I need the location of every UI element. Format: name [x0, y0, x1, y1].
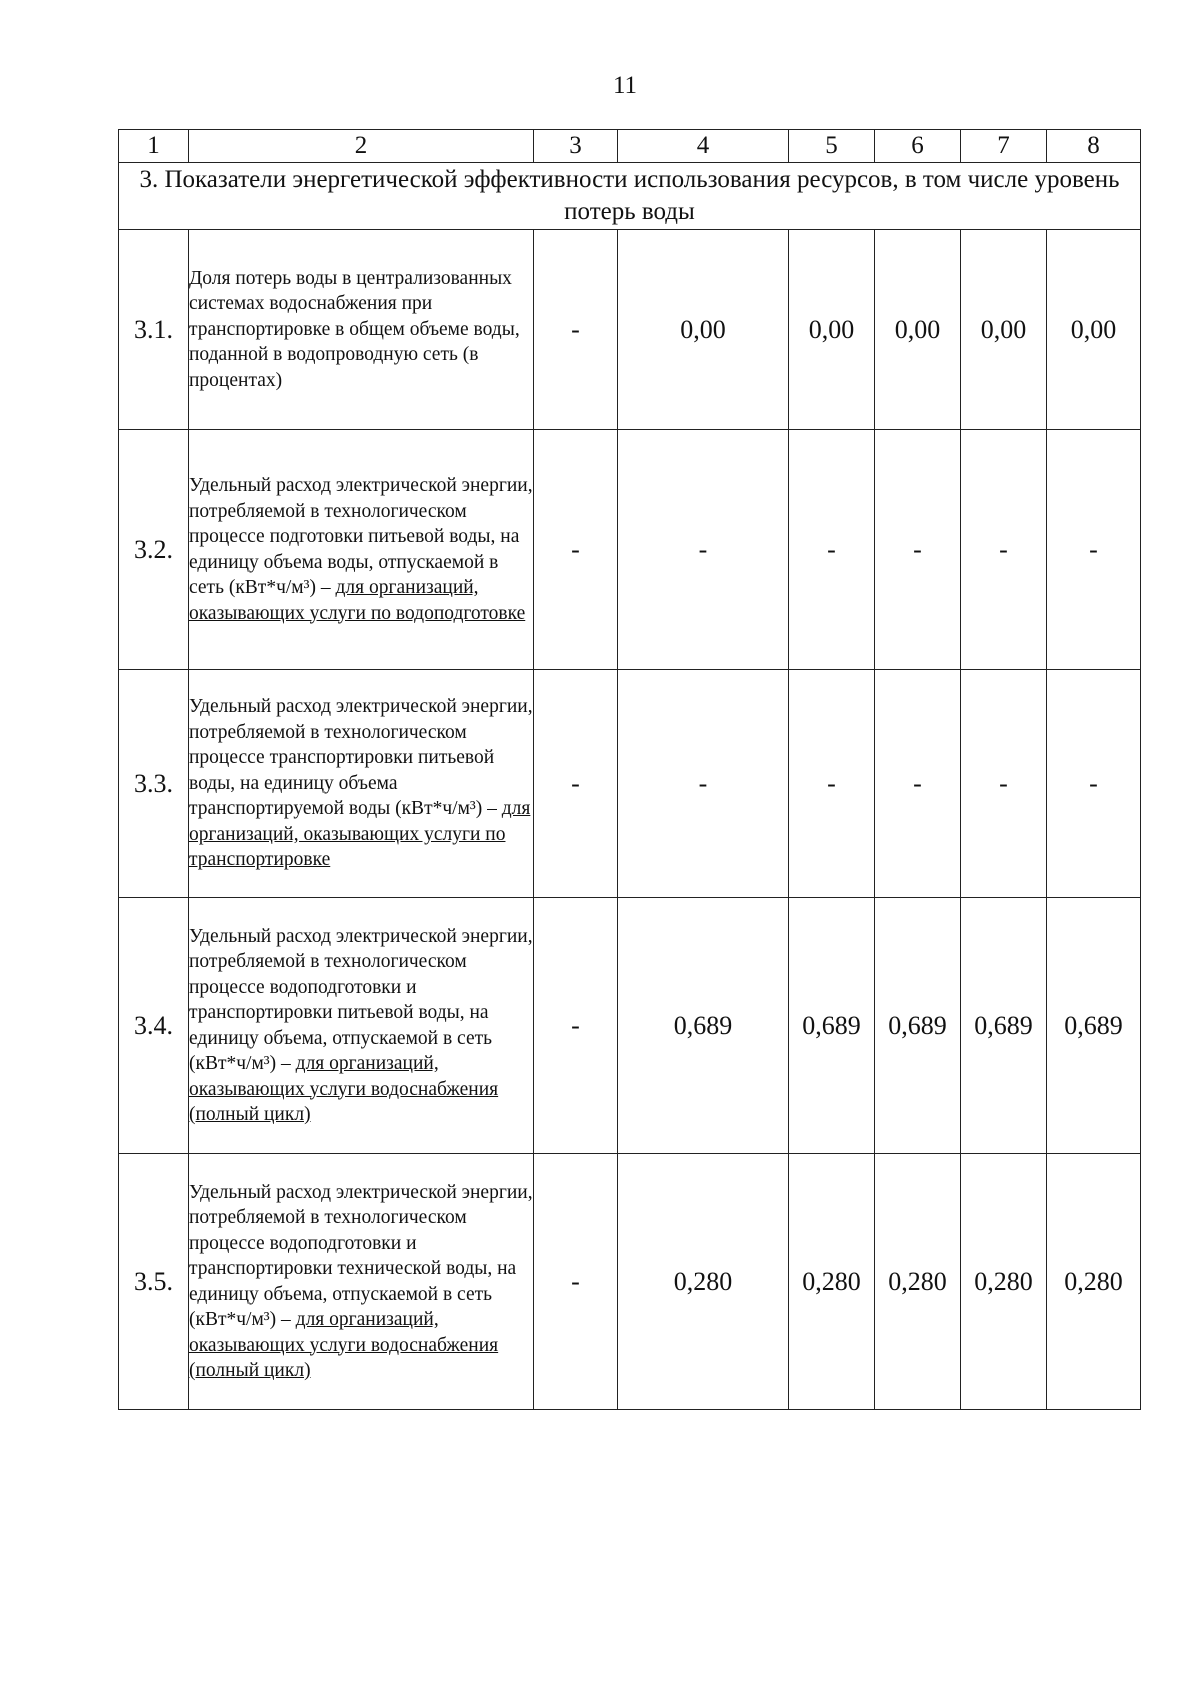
table-row: [119, 898, 1141, 1154]
row-value: -: [789, 430, 875, 670]
row-value: 0,689: [875, 898, 961, 1154]
row-description: [189, 230, 534, 430]
column-number: 2: [189, 130, 534, 163]
row-description-underlined: для организаций, оказывающих услуги водоснабжения (полный цикл): [189, 1053, 499, 1125]
row-value: -: [1047, 430, 1141, 670]
row-number: 3.5.: [119, 1154, 189, 1410]
row-value: -: [875, 430, 961, 670]
row-value: 0,689: [618, 898, 789, 1154]
table-row: [119, 670, 1141, 898]
section-title: 3. Показатели энергетической эффективности использования ресурсов, в том числе уровень потерь воды: [119, 163, 1141, 230]
row-value: 0,280: [875, 1154, 961, 1410]
row-number: 3.1.: [119, 230, 189, 430]
column-number: 3: [534, 130, 618, 163]
row-description: [189, 430, 534, 670]
row-value: 0,280: [618, 1154, 789, 1410]
section-row: [119, 163, 1141, 230]
row-value: 0,00: [618, 230, 789, 430]
column-number: 5: [789, 130, 875, 163]
row-value: -: [618, 430, 789, 670]
row-value: 0,689: [961, 898, 1047, 1154]
row-value: -: [875, 670, 961, 898]
row-value: -: [1047, 670, 1141, 898]
row-description: [189, 898, 534, 1154]
column-number: 1: [119, 130, 189, 163]
row-value: 0,00: [961, 230, 1047, 430]
row-description: [189, 670, 534, 898]
row-value: -: [534, 430, 618, 670]
row-number: 3.2.: [119, 430, 189, 670]
row-value: 0,00: [789, 230, 875, 430]
table-row: [119, 230, 1141, 430]
row-value: -: [534, 1154, 618, 1410]
indicators-table: [118, 129, 1141, 1410]
column-number: 8: [1047, 130, 1141, 163]
row-description-text: Доля потерь воды в централизованных системах водоснабжения при транспортировке в общем объеме воды, поданной в водопроводную сеть (в процентах): [189, 267, 520, 391]
row-value: 0,00: [875, 230, 961, 430]
row-value: -: [534, 670, 618, 898]
row-description-text: Удельный расход электрической энергии, потребляемой в технологическом процессе водоподготовки и транспортировки питьевой воды, на единицу объема, отпускаемой в сеть (кВт*ч/м³) –: [189, 925, 533, 1074]
page-number: 11: [612, 72, 638, 99]
column-number-row: [119, 130, 1141, 163]
row-value: 0,280: [1047, 1154, 1141, 1410]
row-description-underlined: для организаций, оказывающих услуги по транспортировке: [189, 798, 531, 871]
column-number: 7: [961, 130, 1047, 163]
row-description-underlined: для организаций, оказывающих услуги по водоподготовке: [189, 577, 526, 624]
row-value: 0,280: [961, 1154, 1047, 1410]
column-number: 6: [875, 130, 961, 163]
row-description-underlined: для организаций, оказывающих услуги водоснабжения (полный цикл): [189, 1309, 499, 1381]
row-number: 3.4.: [119, 898, 189, 1154]
row-value: 0,280: [789, 1154, 875, 1410]
row-value: -: [534, 230, 618, 430]
row-description: [189, 1154, 534, 1410]
row-value: -: [961, 430, 1047, 670]
row-description-text: Удельный расход электрической энергии, потребляемой в технологическом процессе транспортировки питьевой воды, на единицу объема транспортируемой воды (кВт*ч/м³) –: [189, 696, 533, 820]
row-value: 0,689: [789, 898, 875, 1154]
row-description-text: Удельный расход электрической энергии, потребляемой в технологическом процессе водоподготовки и транспортировки технической воды, на единицу объема, отпускаемой в сеть (кВт*ч/м³) –: [189, 1181, 533, 1330]
column-number: 4: [618, 130, 789, 163]
row-value: -: [789, 670, 875, 898]
row-value: -: [961, 670, 1047, 898]
row-value: 0,00: [1047, 230, 1141, 430]
row-description-text: Удельный расход электрической энергии, потребляемой в технологическом процессе подготовки питьевой воды, на единицу объема воды, отпускаемой в сеть (кВт*ч/м³) –: [189, 475, 533, 598]
table-row: [119, 430, 1141, 670]
row-value: -: [534, 898, 618, 1154]
row-number: 3.3.: [119, 670, 189, 898]
row-value: -: [618, 670, 789, 898]
table-row: [119, 1154, 1141, 1410]
row-value: 0,689: [1047, 898, 1141, 1154]
